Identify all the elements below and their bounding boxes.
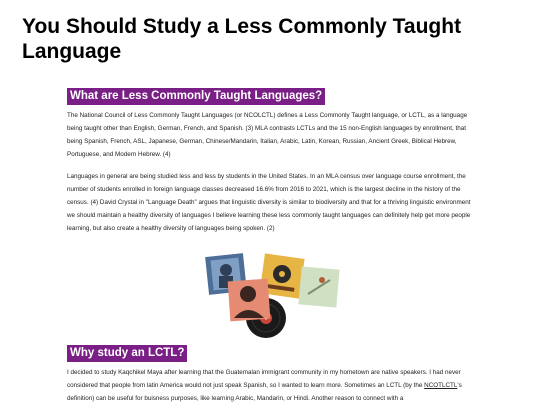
page-title: You Should Study a Less Commonly Taught Language [22,15,462,63]
section-heading-why-study: Why study an LCTL? [67,345,187,362]
paragraph-why-study-end: 's definition) can be useful for buisness purposes, like learning Arabic, Mandarin, or Hindi. Another reason to connect with a [67,382,462,402]
paragraph-why-study-start: I decided to study Kaqchikel Maya after learning that the Guatemalan immigrant community in my hometown are native speakers. I had never considered that people from latin America would not just speak Spanish, so I wanted to learn more. Sometimes an LCTL (by the [67,369,461,389]
ncotlctl-link[interactable]: NCOTLCTL [424,382,458,389]
album-cover-green [298,266,339,307]
paragraph-enrollment-decline: Languages in general are being studied less and less by students in the United States. In an MLA census over language course enrollment, the number of students enrolled in foreign language classes decreased 16.6% from 2016 to 2021, which is the largest decline in the history of the census. (4) David Crystal in "Language Death" argues that linguistic diversity is similar to biodiversity and that for a thriving linguistic environment we should maintain a healthy diversity of languages I believe learning these less commonly taught languages can definitely help get more people learning, but also create a healthy diversity of languages being spoken. (2) [67,173,471,232]
section-heading-what-are-lctls: What are Less Commonly Taught Languages? [67,88,325,105]
paragraph-why-study [67,366,472,405]
paragraph-lctl-definition: The National Council of Less Commonly Taught Languages (or NCOLCTL) defines a Less Commonly Taught language, or LCTL, as a language being taught other than English, German, French, and Spanish. (3) MLA contrasts LCTLs and the 15 non-English languages by enrollment, that being Spanish, French, ASL, Japanese, German, Chinese/Mandarin, Italian, Arabic, Latin, Korean, Russian, Ancient Greek, Biblical Hebrew, Portuguese, and Modern Hebrew. (4) [67,112,468,158]
album-cover-salmon [228,279,271,322]
album-covers-collage-image [204,250,344,340]
